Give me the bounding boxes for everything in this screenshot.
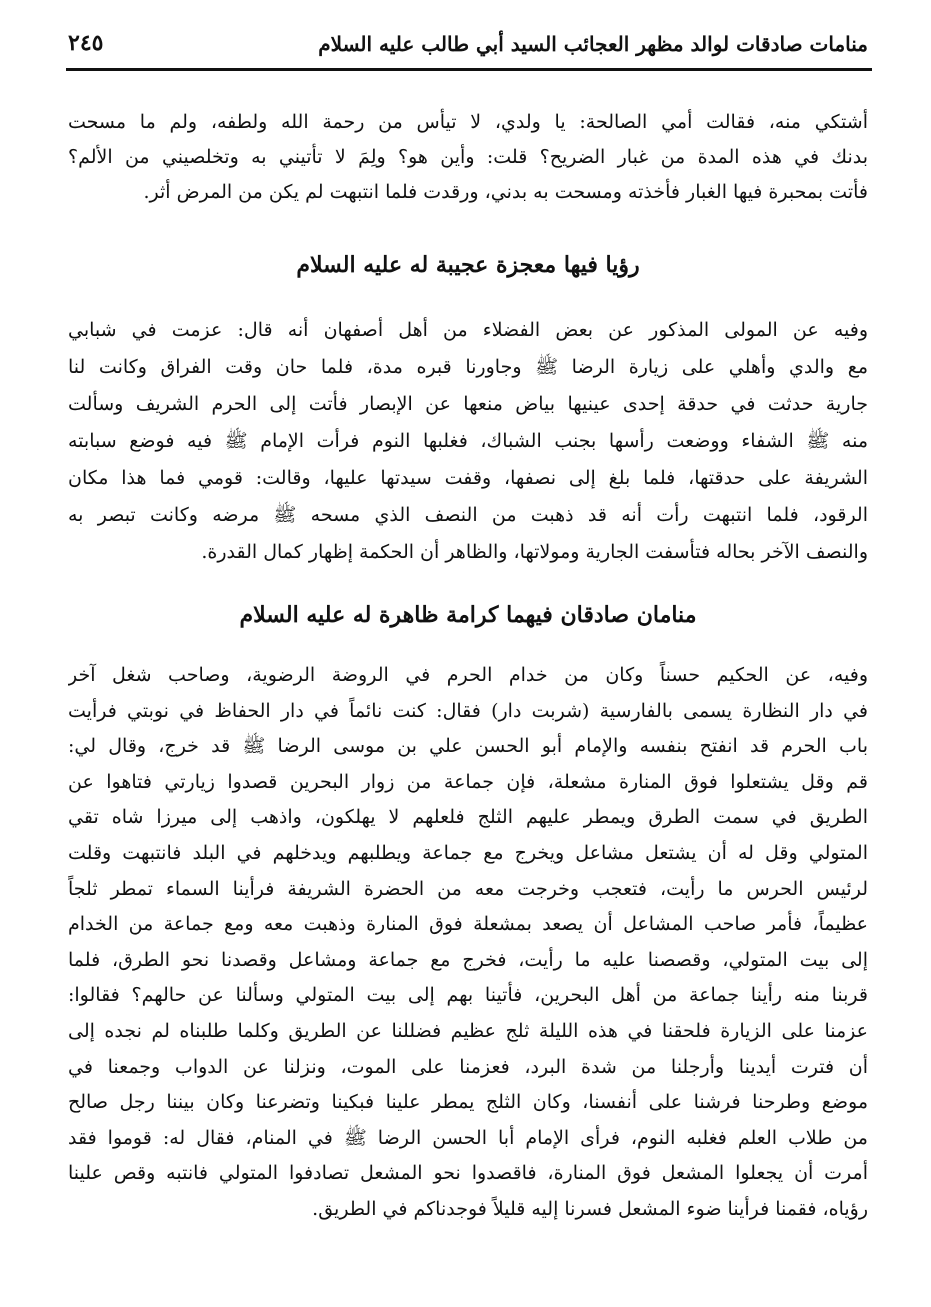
text-line: الرقود، فلما انتبهت رأت أنه قد ذهبت من النصف الذي مسحه ﷺ مرضه وكانت تبصر به	[68, 504, 868, 526]
text-line: الشريفة على حدقتها، فلما بلغ إلى نصفها، وقفت سيدتها عليها، وقالت: قومي فما هذا مكان	[68, 467, 868, 489]
text-line: من طلاب العلم فغلبه النوم، فرأى الإمام أبا الحسن الرضا ﷺ في المنام، فقال له: قوموا فقد	[68, 1126, 868, 1149]
text-line: أشتكي منه، فقالت أمي الصالحة: يا ولدي، لا تيأس من رحمة الله ولطفه، ولم ما مسحت	[68, 111, 868, 133]
text-line: فأتت بمحبرة فيها الغبار فأخذته ومسحت به بدني، ورقدت فلما انتبهت لم يكن من المرض أثر.	[143, 181, 868, 203]
running-header	[68, 30, 868, 60]
paragraph-3	[68, 658, 868, 1228]
paragraph-1	[68, 105, 868, 210]
text-line: جارية حدثت في حدقة إحدى عينيها بياض منعها عن الإبصار فأتت إلى الحرم الشريف وسألت	[68, 393, 868, 415]
text-line: منه ﷺ الشفاء ووضعت رأسها بجنب الشباك، فغلبها النوم فرأت الإمام ﷺ فيه فوضع سبابته	[68, 430, 868, 452]
text-line: والنصف الآخر بحاله فتأسفت الجارية ومولاتها، والظاهر أن الحكمة إظهار كمال القدرة.	[201, 541, 868, 563]
text-line: رؤياه، فقمنا فرأينا ضوء المشعل فسرنا إليه قليلاً فوجدناكم في الطريق.	[312, 1197, 868, 1220]
text-line: موضع وطرحنا فرشنا على أنفسنا، وكان الثلج يمطر علينا فبكينا وتضرعنا وكان بيننا رجل صالح	[68, 1091, 868, 1114]
header-rule	[66, 68, 872, 71]
page-number: ٢٤٥	[68, 30, 104, 56]
text-line: الطريق في سمت الطرق ويمطر عليهم الثلج فلعلهم لا يهلكون، واذهب إلى ميرزا شاه تقي	[68, 806, 868, 829]
text-line: قربنا منه رأينا جماعة من أهل البحرين، فأتينا بهم إلى بيت المتولي وسألنا عن حالهم؟ فقالوا:	[68, 984, 868, 1007]
text-line: عظيماً، فأمر صاحب المشاعل أن يصعد بمشعلة فوق المنارة وذهبت معه ومع جماعة من الخدام	[68, 913, 868, 936]
text-line: في دار النظارة يسمى بالفارسية (شربت دار) فقال: كنت نائماً في دار الحفاظ في نوبتي فرأيت	[68, 699, 868, 722]
text-line: وفيه عن المولى المذكور عن بعض الفضلاء من أهل أصفهان أنه قال: عزمت في شبابي	[68, 319, 868, 341]
text-line: أمرت أن يجعلوا المشعل فوق المنارة، فاقصدوا نحو المشعل تصادفوا المتولي فانتبه وقص علينا	[68, 1162, 868, 1185]
header-title: منامات صادقات لوالد مظهر العجائب السيد أبي طالب عليه السلام	[318, 32, 868, 56]
text-line: بدنك في هذه المدة من غبار الضريح؟ قلت: وأين هو؟ ولِمَ لا تأتيني به وتخلصيني من الألم؟	[68, 146, 868, 168]
text-line: إلى بيت المتولي، وقصصنا عليه ما رأيت، فخرج مع جماعة ومشاعل وقصدنا نحو الطرق، فلما	[68, 948, 868, 971]
text-line: عزمنا على الزيارة فلحقنا في هذه الليلة ثلج عظيم فضللنا عن الطريق وكلما طلبناه لم نجده إلى	[68, 1019, 868, 1042]
text-line: المتولي وقل له أن يشتعل مشاعل ويخرج مع جماعة ويطلبهم ويدخلهم في البلد فانتبهت وقلت	[68, 841, 868, 864]
text-line: لرئيس الحرس ما رأيت، فتعجب وخرجت معه من الحضرة الشريفة فرأينا السماء تمطر ثلجاً	[68, 877, 868, 900]
text-line: وفيه، عن الحكيم حسناً وكان من خدام الحرم في الروضة الرضوية، وصاحب شغل آخر	[68, 664, 868, 686]
section-heading-2: منامان صادقان فيهما كرامة ظاهرة له عليه السلام	[239, 602, 697, 628]
text-line: أن فترت أيدينا وأرجلنا من شدة البرد، فعزمنا على الموت، ونزلنا عن الدواب وجمعنا في	[68, 1055, 868, 1078]
text-line: قم وقل يشتعلوا فوق المنارة مشعلة، فإن جماعة من زوار البحرين قصدوا زيارتي فتاهوا عن	[68, 770, 868, 793]
text-line: مع والدي وأهلي على زيارة الرضا ﷺ وجاورنا قبره مدة، فلما حان وقت الفراق وكانت لنا	[68, 356, 868, 378]
paragraph-2	[68, 312, 868, 571]
text-line: باب الحرم قد انفتح بنفسه والإمام أبو الحسن علي بن موسى الرضا ﷺ قد خرج، وقال لي:	[68, 735, 868, 758]
section-heading-1: رؤيا فيها معجزة عجيبة له عليه السلام	[296, 252, 640, 278]
